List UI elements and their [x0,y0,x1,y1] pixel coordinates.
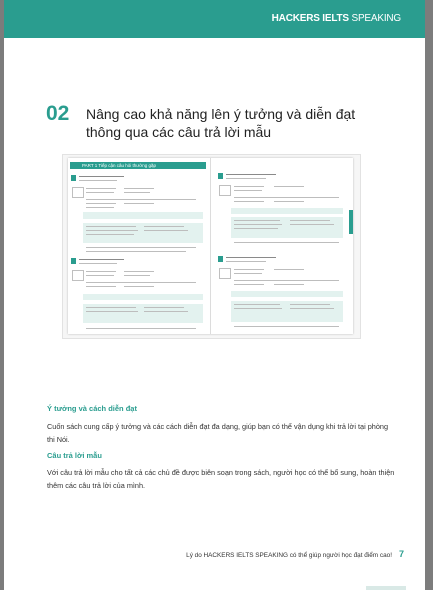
page-number: 7 [398,549,404,559]
text-line [79,180,117,181]
text-line [274,186,304,187]
divider [234,197,339,198]
text-line [226,257,276,258]
text-line [290,304,330,305]
text-line [234,242,339,243]
text-line [86,271,116,272]
highlight-band [231,291,343,297]
section-title: Nâng cao khả năng lên ý tưởng và diễn đạt thông qua các câu trả lời mẫu [86,106,356,140]
part-tab-label: PART 1 Tiếp cận câu hỏi thường gặp [82,163,157,168]
text-line [226,178,266,179]
text-line [86,192,114,193]
text-line [86,328,196,329]
question-number-marker [71,258,76,264]
text-line [86,230,138,231]
question-number-marker [218,173,223,179]
heading-ideas: Ý tưởng và cách diễn đạt [47,404,137,413]
text-line [86,203,116,204]
footer-caption: Lý do HACKERS IELTS SPEAKING có thể giúp người học đạt điểm cao! [186,552,392,559]
text-line [124,275,150,276]
text-line [86,286,116,287]
text-line [86,275,114,276]
book-spread-figure [62,154,361,339]
text-line [79,263,117,264]
text-line [86,207,114,208]
part-tab [70,162,206,169]
label-box [72,270,84,281]
text-line [274,201,304,202]
question-number-marker [218,256,223,262]
side-tab [349,210,353,234]
text-line [86,247,196,248]
brand-bold: HACKERS IELTS [271,13,349,24]
label-box [219,268,231,279]
text-line [124,192,150,193]
text-line [234,220,280,221]
text-line [234,186,264,187]
text-line [290,308,334,309]
text-line [234,326,339,327]
highlight-band [83,212,203,219]
paragraph-sample-answers: Với câu trả lời mẫu cho tất cả các chủ đề được biên soạn trong sách, người học có thể bổ sung, hoàn thiện thêm các câu trả lời của mình. [47,468,395,490]
divider [86,199,196,200]
text-line [234,190,262,191]
next-page-edge [366,586,406,590]
label-box [72,187,84,198]
text-line [226,174,276,175]
text-line [124,286,154,287]
text-line [144,230,188,231]
text-line [274,269,304,270]
text-line [124,271,154,272]
text-line [124,203,154,204]
text-line [274,284,304,285]
spread-gutter [210,158,211,334]
text-line [234,201,264,202]
text-line [86,188,116,189]
brand-thin: SPEAKING [348,13,401,24]
text-line [79,259,124,260]
text-line [290,224,334,225]
text-line [86,251,186,252]
text-line [234,269,264,270]
divider [234,280,339,281]
paragraph-ideas: Cuốn sách cung cấp ý tưởng và các cách diễn đạt đa dạng, giúp bạn có thể vận dụng khi trả lời tại phòng thi Nói. [47,422,389,444]
text-line [234,224,282,225]
divider [86,282,196,283]
highlight-band [83,294,203,300]
label-box [219,185,231,196]
text-line [86,311,138,312]
text-line [290,220,330,221]
text-line [144,307,184,308]
text-line [86,226,136,227]
text-line [86,307,136,308]
text-line [86,234,134,235]
header-bar [4,0,425,38]
text-line [234,284,264,285]
brand-logo [272,13,401,24]
text-line [124,188,154,189]
text-line [144,226,184,227]
book-spread [68,158,353,334]
text-line [234,308,282,309]
text-line [234,273,262,274]
text-line [234,228,278,229]
document-page [4,0,425,590]
question-number-marker [71,175,76,181]
text-line [144,311,188,312]
text-line [226,261,266,262]
heading-sample-answers: Câu trả lời mẫu [47,451,102,460]
section-number: 02 [46,102,70,125]
highlight-band [231,208,343,214]
text-line [79,176,124,177]
text-line [234,304,280,305]
